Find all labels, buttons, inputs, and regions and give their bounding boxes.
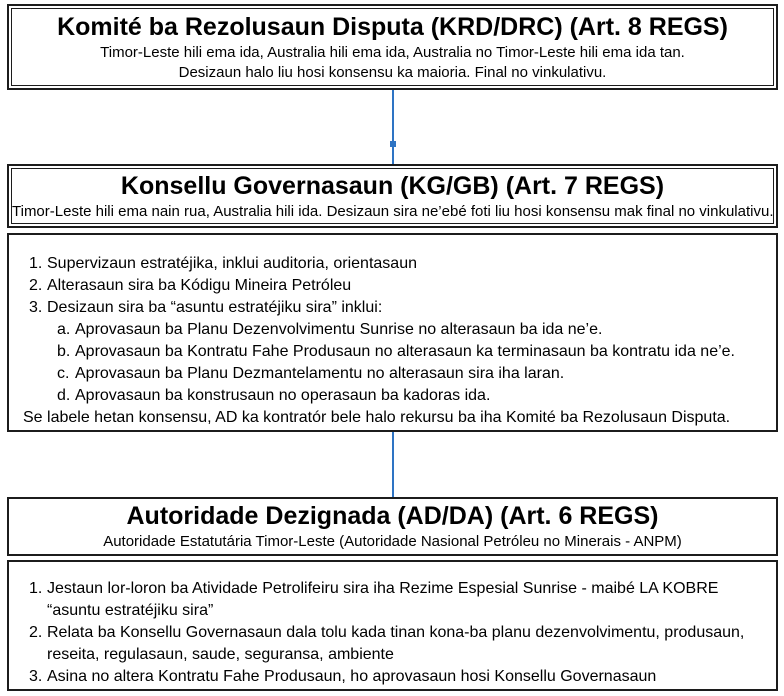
list-item-text: Desizaun sira ba “asuntu estratéjiku sira” inklui: xyxy=(47,299,383,316)
list-subitem xyxy=(21,341,764,363)
list-item xyxy=(21,297,764,319)
list-subitem xyxy=(21,319,764,341)
krd-box xyxy=(7,4,778,90)
list-item-marker: 3. xyxy=(29,668,43,685)
list-item xyxy=(21,666,764,688)
kg-duties-box xyxy=(7,233,778,432)
list-item-text: Aprovasaun ba konstrusaun no operasaun ba kadoras ida. xyxy=(75,387,491,404)
list-item-text: Aprovasaun ba Planu Dezmantelamentu no alterasaun sira iha laran. xyxy=(75,365,565,382)
krd-subtitle-line1: Timor-Leste hili ema ida, Australia hili ema ida, Australia no Timor-Leste hili ema ida tan. xyxy=(100,44,685,61)
list-item-marker: 1. xyxy=(29,255,43,272)
list-subitem xyxy=(21,363,764,385)
kg-box xyxy=(7,164,778,228)
list-item xyxy=(21,253,764,275)
connector-midpoint-handle xyxy=(390,141,396,147)
list-item-marker: 3. xyxy=(29,299,43,316)
list-item-marker: 2. xyxy=(29,277,43,294)
list-item-marker: b. xyxy=(57,343,71,360)
list-item-text: Relata ba Konsellu Governasaun dala tolu kada tinan kona-ba planu dezenvolvimentu, produsaun, reseita, regulasaun, saude, seguransa, ambiente xyxy=(47,624,745,663)
list-item-text: Aprovasaun ba Planu Dezenvolvimentu Sunrise no alterasaun ba ida ne’e. xyxy=(75,321,603,338)
list-item-marker: d. xyxy=(57,387,71,404)
list-item-text: Jestaun lor-loron ba Atividade Petrolifeiru sira iha Rezime Espesial Sunrise - maibé LA KOBRE “asuntu estratéjiku sira” xyxy=(47,580,719,619)
list-item-text: Supervizaun estratéjika, inklui auditoria, orientasaun xyxy=(47,255,417,272)
list-item-text: Alterasaun sira ba Kódigu Mineira Petróleu xyxy=(47,277,352,294)
list-item xyxy=(21,578,764,622)
list-item-text: Aprovasaun ba Kontratu Fahe Produsaun no alterasaun ka terminasaun ba kontratu ida ne’e. xyxy=(75,343,735,360)
connector-kg-ad-line xyxy=(392,432,394,497)
ad-box xyxy=(7,497,778,556)
krd-title: Komité ba Rezolusaun Disputa (KRD/DRC) (Art. 8 REGS) xyxy=(57,13,728,41)
krd-box-inner xyxy=(11,8,774,86)
list-item xyxy=(21,275,764,297)
list-item-marker: 2. xyxy=(29,624,43,641)
kg-title: Konsellu Governasaun (KG/GB) (Art. 7 REGS) xyxy=(120,172,665,200)
list-item-text: Asina no altera Kontratu Fahe Produsaun, ho aprovasaun hosi Konsellu Governasaun xyxy=(47,668,657,685)
list-subitem xyxy=(21,385,764,407)
list-item xyxy=(21,622,764,666)
list-item-marker: a. xyxy=(57,321,71,338)
list-item-marker: 1. xyxy=(29,580,43,597)
ad-title: Autoridade Dezignada (AD/DA) (Art. 6 REGS) xyxy=(126,502,659,530)
ad-duties-box xyxy=(7,560,778,691)
kg-duties-footnote: Se labele hetan konsensu, AD ka kontratór bele halo rekursu ba iha Komité ba Rezolusaun Disputa. xyxy=(23,409,731,426)
list-item-marker: c. xyxy=(57,365,70,382)
connector-krd-kg-line xyxy=(392,90,394,164)
krd-subtitle-line2: Desizaun halo liu hosi konsensu ka maioria. Final no vinkulativu. xyxy=(178,64,607,81)
ad-subtitle-line1: Autoridade Estatutária Timor-Leste (Autoridade Nasional Petróleu no Minerais - ANPM) xyxy=(103,533,682,550)
kg-subtitle-line1: Timor-Leste hili ema nain rua, Australia hili ida. Desizaun sira ne’ebé foti liu hosi konsensu mak final no vinkulativu. xyxy=(12,203,774,220)
kg-box-inner xyxy=(11,168,774,224)
